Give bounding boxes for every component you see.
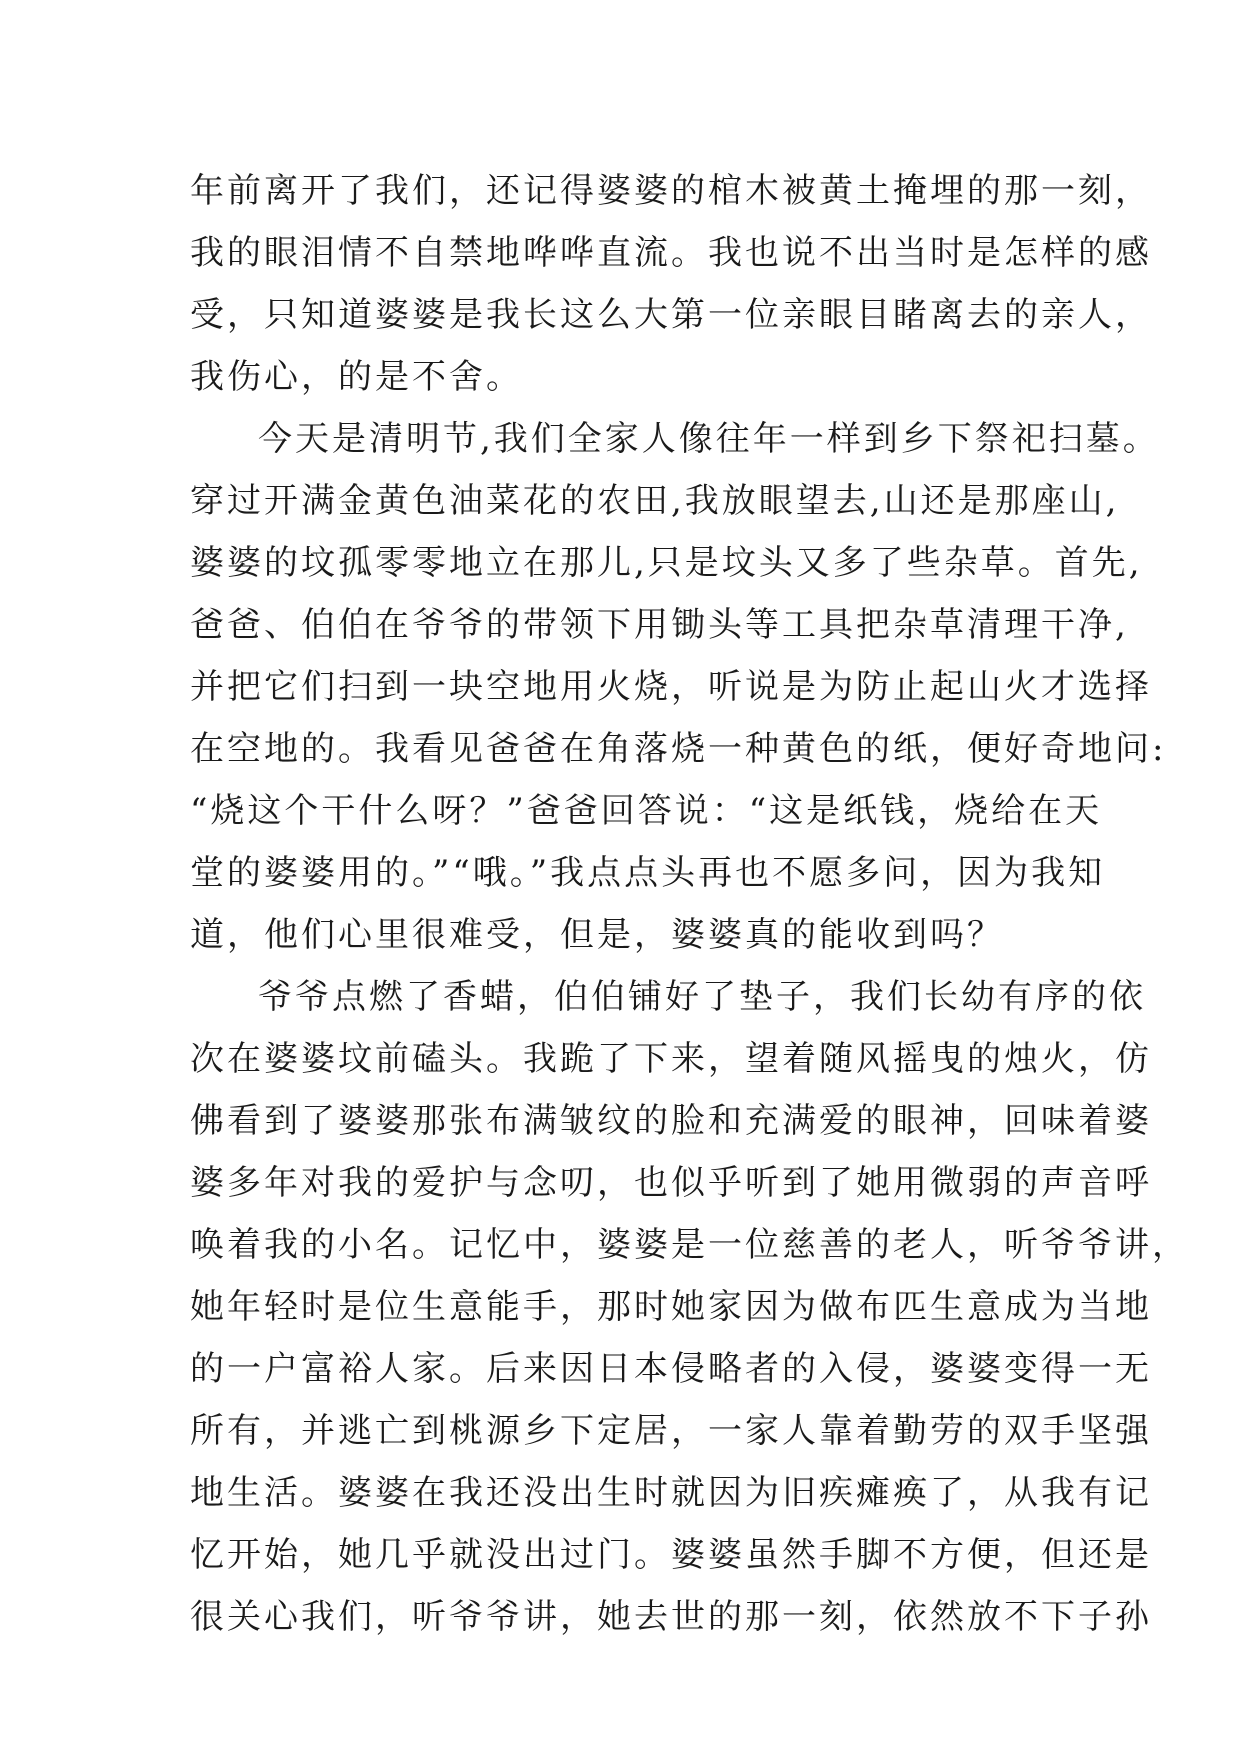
paragraph	[190, 408, 1167, 966]
paragraph	[190, 160, 1152, 408]
text-line: 婆多年对我的爱护与念叨，也似乎听到了她用微弱的声音呼	[190, 1163, 1152, 1203]
text-line: 所有，并逃亡到桃源乡下定居，一家人靠着勤劳的双手坚强	[190, 1411, 1152, 1451]
text-line: 我伤心，的是不舍。	[190, 357, 523, 397]
text-line: 佛看到了婆婆那张布满皱纹的脸和充满爱的眼神，回味着婆	[190, 1101, 1152, 1141]
text-line: 穿过开满金黄色油菜花的农田,我放眼望去,山还是那座山,	[190, 481, 1120, 521]
text-line: 今天是清明节,我们全家人像往年一样到乡下祭祀扫墓。	[258, 419, 1160, 459]
text-line: 年前离开了我们，还记得婆婆的棺木被黄土掩埋的那一刻，	[190, 171, 1152, 211]
text-line: 她年轻时是位生意能手，那时她家因为做布匹生意成为当地	[190, 1287, 1152, 1327]
text-line: 爷爷点燃了香蜡，伯伯铺好了垫子，我们长幼有序的依	[258, 977, 1146, 1017]
text-line: 忆开始，她几乎就没出过门。婆婆虽然手脚不方便，但还是	[190, 1535, 1152, 1575]
text-line: 堂的婆婆用的。”“哦。”我点点头再也不愿多问，因为我知	[190, 853, 1106, 893]
text-line: 次在婆婆坟前磕头。我跪了下来，望着随风摇曳的烛火，仿	[190, 1039, 1152, 1079]
text-line: 我的眼泪情不自禁地哗哗直流。我也说不出当时是怎样的感	[190, 233, 1152, 273]
paragraph	[190, 966, 1189, 1648]
body-text	[190, 160, 1189, 1648]
text-line: 唤着我的小名。记忆中，婆婆是一位慈善的老人，听爷爷讲，	[190, 1225, 1189, 1265]
text-line: 婆婆的坟孤零零地立在那儿,只是坟头又多了些杂草。首先,	[190, 543, 1143, 583]
text-line: “烧这个干什么呀？”爸爸回答说：“这是纸钱，烧给在天	[190, 791, 1103, 831]
text-line: 爸爸、伯伯在爷爷的带领下用锄头等工具把杂草清理干净,	[190, 605, 1129, 645]
text-line: 道，他们心里很难受，但是，婆婆真的能收到吗？	[190, 915, 1004, 955]
text-line: 地生活。婆婆在我还没出生时就因为旧疾瘫痪了，从我有记	[190, 1473, 1152, 1513]
text-line: 的一户富裕人家。后来因日本侵略者的入侵，婆婆变得一无	[190, 1349, 1152, 1389]
text-line: 并把它们扫到一块空地用火烧，听说是为防止起山火才选择	[190, 667, 1152, 707]
text-line: 受，只知道婆婆是我长这么大第一位亲眼目睹离去的亲人，	[190, 295, 1152, 335]
text-line: 在空地的。我看见爸爸在角落烧一种黄色的纸，便好奇地问:	[190, 729, 1167, 769]
text-line: 很关心我们，听爷爷讲，她去世的那一刻，依然放不下子孙	[190, 1597, 1152, 1637]
